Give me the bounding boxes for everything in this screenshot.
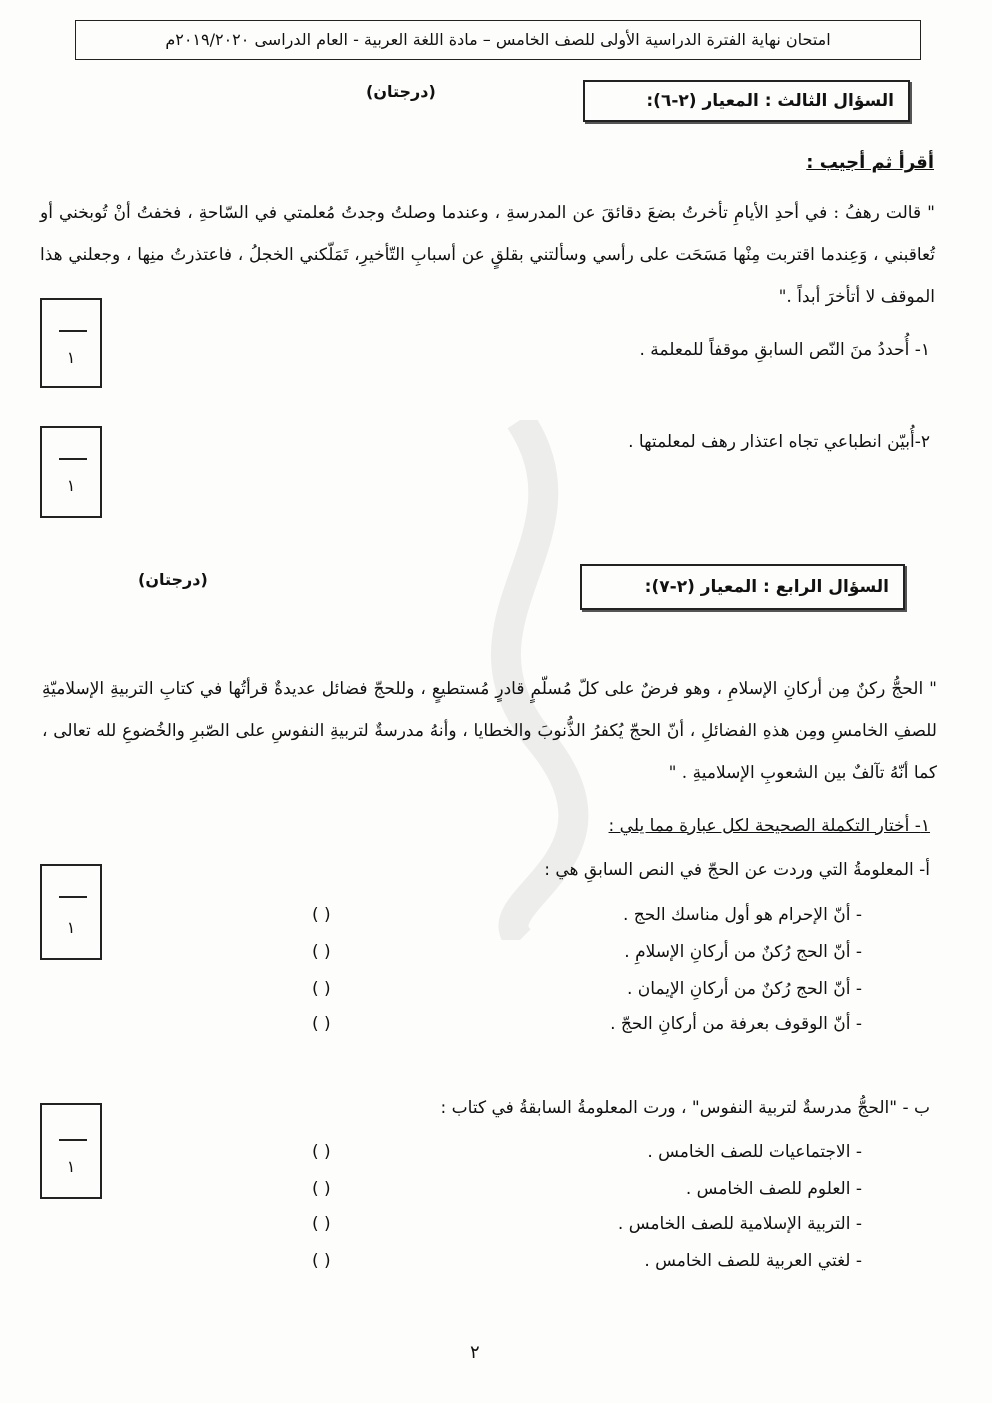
q4-passage: " الحجُّ ركنٌ مِن أركانِ الإسلامِ ، وهو فرضٌ على كلّ مُسلّمٍ قادرٍ مُستطيعٍ ، وللحجّ فضائل عديدةٌ قرأتُها في كتابِ التربيةِ الإسلاميّةِ للصفِ الخامسِ ومِن هذهِ الفضائلِ ، أنّ الحجّ يُكفرُ الذُّنوبَ والخطايا ، وأنهُ مدرسةٌ لتربيةِ النفوسِ على الصّبرِ والخُضوعِ لله تعالى ، كما أنّهُ تآلفٌ بين الشعوبِ الإسلاميةِ . " — [42, 679, 937, 783]
q4-b-answer-2[interactable]: ( ) — [312, 1179, 331, 1199]
q4-title-box — [580, 564, 905, 610]
q4-a-answer-1[interactable]: ( ) — [312, 905, 331, 925]
q3-score-1: ١ — [66, 348, 76, 367]
q4-a-answer-4[interactable]: ( ) — [312, 1014, 331, 1034]
q3-score-2: ١ — [66, 476, 76, 495]
q4-score-a: ١ — [66, 918, 76, 937]
q4-a-option-3: - أنّ الحج رُكنٌ من أركانِ الإيمان . — [626, 979, 862, 999]
exam-header: امتحان نهاية الفترة الدراسية الأولى للصف الخامس – مادة اللغة العربية - العام الدراسى ٢٠١٩/٢٠٢٠م — [75, 20, 921, 60]
q4-b-option-3: - التربية الإسلامية للصف الخامس . — [617, 1214, 862, 1234]
q4-title: السؤال الرابع : المعيار (٢-٧): — [644, 577, 889, 597]
q4-score-b: ١ — [66, 1157, 76, 1176]
q3-score-box-2 — [40, 426, 102, 518]
q3-marks: (درجتان) — [366, 82, 436, 101]
q4-b-answer-4[interactable]: ( ) — [312, 1251, 331, 1271]
q4-a-option-2: - أنّ الحج رُكنٌ من أركانِ الإسلامِ . — [624, 942, 862, 962]
q4-a-option-4: - أنّ الوقوف بعرفة من أركانِ الحجّ . — [610, 1014, 862, 1034]
q3-title-box — [583, 80, 910, 122]
q4-part-b-stem: ب - "الحجُّ مدرسةٌ لتربية النفوس" ، ورت المعلومةُ السابقةُ في كتاب : — [440, 1098, 930, 1118]
q4-score-box-b — [40, 1103, 102, 1199]
q4-b-option-4: - لغتي العربية للصف الخامس . — [644, 1251, 862, 1271]
q3-title: السؤال الثالث : المعيار (٢-٦): — [646, 91, 894, 111]
q4-instruction: ١- أختار التكملة الصحيحة لكل عبارة مما يلي : — [608, 816, 930, 836]
q4-b-option-1: - الاجتماعيات للصف الخامس . — [647, 1142, 862, 1162]
q3-question-1: ١- أُحددُ منَ النّص السابقِ موقفاً للمعلمة . — [639, 340, 930, 360]
q4-a-option-1: - أنّ الإحرام هو أول مناسك الحج . — [623, 905, 862, 925]
q3-passage: " قالت رهفُ : في أحدِ الأيامِ تأخرتُ بضعَ دقائقَ عن المدرسةِ ، وعندما وصلتُ وجدتُ مُعلمتي في السّاحةِ ، فخفتُ أنْ تُوبخني أو تُعاقبني ، وَعِندما اقتربت مِنْها مَسَحَت على رأسي وسألتني بقلقٍ عن أسبابِ التّأخيرِ، تَمَلّكني الخجلُ ، فاعتذرتُ منِها ، وجعلني هذا الموقف لا أتأخرَ أبداً ." — [40, 203, 935, 307]
q3-question-2: ٢-أُبيّن انطباعي تجاه اعتذار رهف لمعلمتها . — [628, 432, 930, 452]
q4-part-a-stem: أ- المعلومةُ التي وردت عن الحجّ في النص السابقِ هي : — [544, 860, 930, 880]
page-number: ٢ — [470, 1342, 480, 1363]
q4-marks: (درجتان) — [138, 570, 208, 589]
q4-a-answer-3[interactable]: ( ) — [312, 979, 331, 999]
q4-b-option-2: - العلوم للصف الخامس . — [685, 1179, 862, 1199]
q3-score-box-1 — [40, 298, 102, 388]
q4-score-box-a — [40, 864, 102, 960]
q4-a-answer-2[interactable]: ( ) — [312, 942, 331, 962]
q3-instruction: أقرأ ثم أجيب : — [806, 152, 934, 173]
q4-b-answer-3[interactable]: ( ) — [312, 1214, 331, 1234]
q4-b-answer-1[interactable]: ( ) — [312, 1142, 331, 1162]
